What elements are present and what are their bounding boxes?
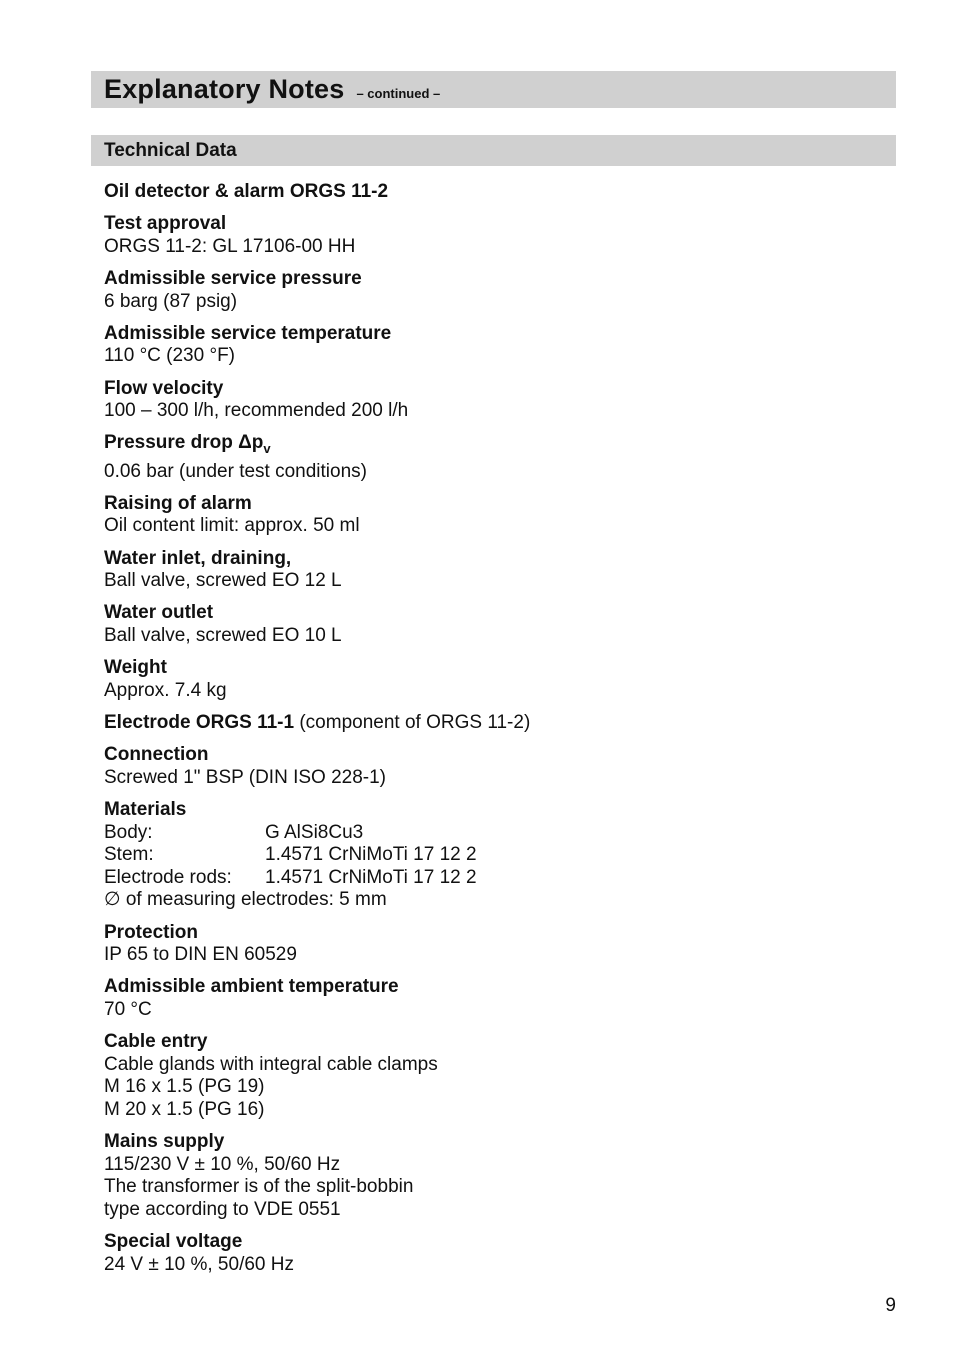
spec-test-approval <box>104 213 884 258</box>
page-title: Explanatory Notes <box>104 74 345 104</box>
spec-value: Ball valve, screwed EO 10 L <box>104 625 342 647</box>
spec-water-inlet <box>104 548 884 593</box>
spec-label-subscript: v <box>263 441 271 457</box>
spec-label-pressure-drop <box>104 432 884 460</box>
spec-label-text: Pressure drop Δp <box>104 432 264 454</box>
material-key: Body: <box>104 821 153 843</box>
spec-label: Raising of alarm <box>104 492 252 514</box>
spec-value: M 20 x 1.5 (PG 16) <box>104 1098 265 1120</box>
material-row <box>104 822 884 845</box>
spec-value: IP 65 to DIN EN 60529 <box>104 944 297 966</box>
page-subtitle: – continued – <box>356 86 441 101</box>
spec-water-outlet <box>104 602 884 647</box>
spec-value: Approx. 7.4 kg <box>104 679 227 701</box>
material-key: Electrode rods: <box>104 866 232 888</box>
spec-special-voltage <box>104 1231 884 1276</box>
spec-label: Flow velocity <box>104 377 224 399</box>
electrode-heading <box>104 712 884 735</box>
spec-value: Ball valve, screwed EO 12 L <box>104 570 342 592</box>
page-number: 9 <box>885 1295 896 1316</box>
spec-value: 24 V ± 10 %, 50/60 Hz <box>104 1253 294 1275</box>
spec-service-temperature <box>104 323 884 368</box>
spec-label: Test approval <box>104 213 227 235</box>
spec-ambient-temperature <box>104 976 884 1021</box>
material-note: ∅ of measuring electrodes: 5 mm <box>104 889 387 911</box>
spec-value: 100 – 300 l/h, recommended 200 l/h <box>104 400 409 422</box>
spec-label: Admissible ambient temperature <box>104 976 399 998</box>
spec-label: Weight <box>104 657 167 679</box>
spec-label: Admissible service pressure <box>104 267 362 289</box>
spec-value: Screwed 1" BSP (DIN ISO 228-1) <box>104 766 387 788</box>
spec-value: ORGS 11-2: GL 17106-00 HH <box>104 235 356 257</box>
spec-label: Water inlet, draining, <box>104 547 292 569</box>
spec-label: Cable entry <box>104 1031 208 1053</box>
electrode-heading-line <box>104 712 884 735</box>
spec-value: 0.06 bar (under test conditions) <box>104 460 367 482</box>
spec-materials <box>104 799 884 912</box>
spec-connection <box>104 744 884 789</box>
spec-pressure-drop <box>104 432 884 483</box>
spec-cable-entry <box>104 1031 884 1121</box>
material-row <box>104 844 884 867</box>
spec-flow-velocity <box>104 378 884 423</box>
spec-value: 115/230 V ± 10 %, 50/60 Hz <box>104 1153 341 1175</box>
spec-weight <box>104 657 884 702</box>
spec-label: Special voltage <box>104 1231 243 1253</box>
spec-value: Cable glands with integral cable clamps <box>104 1053 438 1075</box>
material-value: G AlSi8Cu3 <box>265 821 364 843</box>
spec-service-pressure <box>104 268 884 313</box>
device-title: Oil detector & alarm ORGS 11-2 <box>104 181 389 202</box>
spec-value: Oil content limit: approx. 50 ml <box>104 515 360 537</box>
spec-label: Protection <box>104 921 198 943</box>
spec-value: The transformer is of the split-bobbin <box>104 1176 414 1198</box>
section-title: Technical Data <box>104 139 237 161</box>
header-bar <box>91 71 896 108</box>
spec-raising-alarm <box>104 493 884 538</box>
spec-value: M 16 x 1.5 (PG 19) <box>104 1076 265 1098</box>
spec-content <box>104 181 884 1286</box>
section-bar <box>91 135 896 166</box>
spec-mains-supply <box>104 1131 884 1221</box>
electrode-note: (component of ORGS 11-2) <box>299 712 531 734</box>
spec-label: Admissible service temperature <box>104 322 392 344</box>
device-heading <box>104 181 884 204</box>
spec-label: Mains supply <box>104 1131 225 1153</box>
material-value: 1.4571 CrNiMoTi 17 12 2 <box>265 844 477 866</box>
spec-value: 6 barg (87 psig) <box>104 290 238 312</box>
spec-value: type according to VDE 0551 <box>104 1198 341 1220</box>
spec-label: Materials <box>104 798 187 820</box>
spec-protection <box>104 922 884 967</box>
spec-label: Water outlet <box>104 602 214 624</box>
spec-value: 70 °C <box>104 998 152 1020</box>
spec-label: Connection <box>104 744 209 766</box>
spec-value: 110 °C (230 °F) <box>104 345 236 367</box>
material-value: 1.4571 CrNiMoTi 17 12 2 <box>265 866 477 888</box>
material-key: Stem: <box>104 844 154 866</box>
material-row <box>104 867 884 890</box>
electrode-title: Electrode ORGS 11-1 <box>104 712 295 734</box>
